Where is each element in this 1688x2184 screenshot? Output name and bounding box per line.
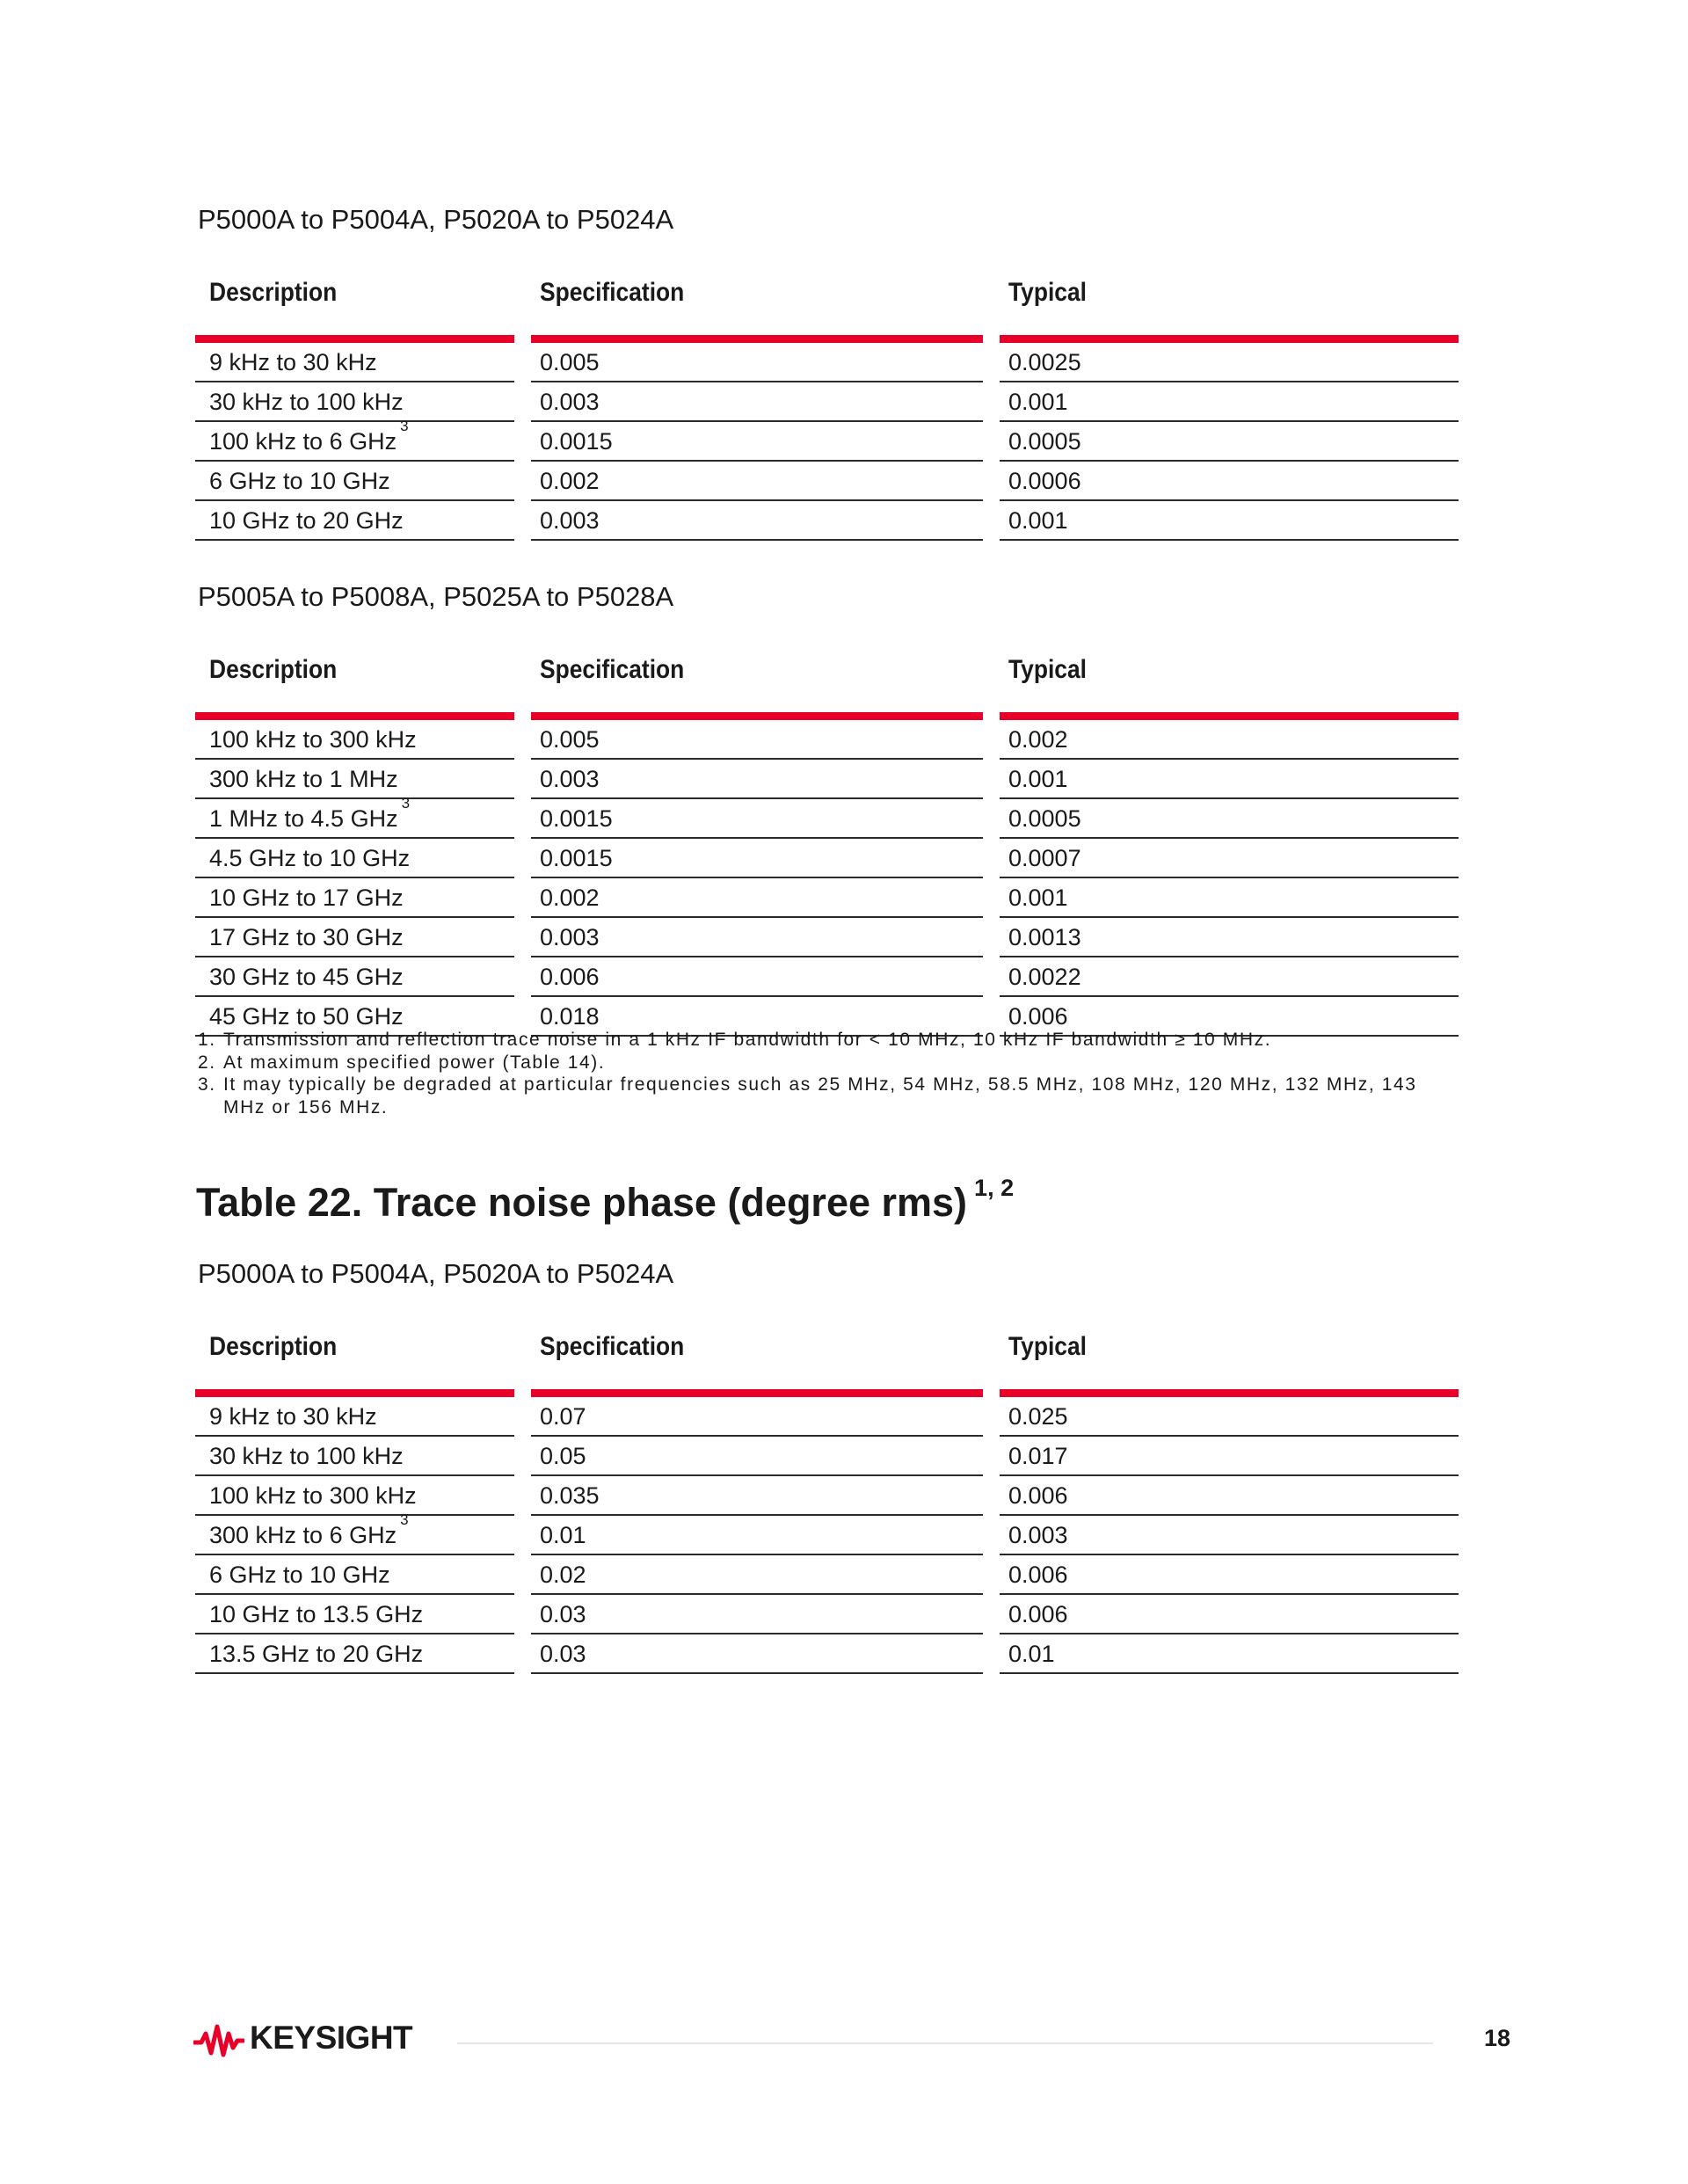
cell-description: 30 kHz to 100 kHz bbox=[195, 1437, 514, 1476]
table-row bbox=[195, 957, 1459, 997]
cell-typical: 0.01 bbox=[1000, 1634, 1459, 1674]
cell-description: 13.5 GHz to 20 GHz bbox=[195, 1634, 514, 1674]
cell-typical: 0.0022 bbox=[1000, 957, 1459, 997]
table-row bbox=[195, 1595, 1459, 1634]
cell-typical: 0.006 bbox=[1000, 1555, 1459, 1595]
cell-specification: 0.03 bbox=[531, 1634, 983, 1674]
footnote-2: 2. At maximum specified power (Table 14). bbox=[198, 1052, 606, 1073]
cell-specification: 0.003 bbox=[531, 918, 983, 957]
table-row bbox=[195, 760, 1459, 799]
table-row bbox=[195, 918, 1459, 957]
footnote-1: 1. Transmission and reflection trace noise in a 1 kHz IF bandwidth for < 10 MHz, 10 kHz IF bandwidth ≥ 10 MHz. bbox=[198, 1030, 1272, 1050]
section2-table bbox=[195, 639, 1459, 1037]
header-description: Description bbox=[195, 262, 514, 343]
brand-name: KEYSIGHT bbox=[250, 2020, 413, 2056]
section1-table bbox=[195, 262, 1459, 541]
cell-description: 10 GHz to 17 GHz bbox=[195, 878, 514, 918]
cell-specification: 0.01 bbox=[531, 1516, 983, 1555]
cell-typical: 0.0005 bbox=[1000, 799, 1459, 839]
cell-description: 30 GHz to 45 GHz bbox=[195, 957, 514, 997]
cell-description: 100 kHz to 300 kHz bbox=[195, 720, 514, 760]
cell-description: 100 kHz to 6 GHz$^3$ bbox=[195, 422, 514, 462]
cell-typical: 0.003 bbox=[1000, 1516, 1459, 1555]
cell-typical: 0.001 bbox=[1000, 760, 1459, 799]
table-row bbox=[195, 795, 1459, 839]
table-row bbox=[195, 382, 1459, 422]
header-specification: Specification bbox=[531, 262, 983, 343]
header-typical: Typical bbox=[1000, 262, 1459, 343]
title-footnote-refs: 1, 2 bbox=[974, 1175, 1015, 1201]
cell-specification: 0.002 bbox=[531, 462, 983, 501]
cell-description: 1 MHz to 4.5 GHz$^3$ bbox=[195, 799, 514, 839]
cell-typical: 0.0005 bbox=[1000, 422, 1459, 462]
cell-specification: 0.018 bbox=[531, 997, 983, 1037]
table-row bbox=[195, 878, 1459, 918]
footnote-ref: 3 bbox=[401, 795, 411, 812]
cell-specification: 0.0015 bbox=[531, 839, 983, 878]
cell-typical: 0.017 bbox=[1000, 1437, 1459, 1476]
table-row bbox=[195, 418, 1459, 462]
section2-subtitle: P5005A to P5008A, P5025A to P5028A bbox=[198, 581, 674, 612]
table-header bbox=[195, 639, 1459, 720]
table-row bbox=[195, 1555, 1459, 1595]
header-typical: Typical bbox=[1000, 1316, 1459, 1397]
cell-specification: 0.006 bbox=[531, 957, 983, 997]
cell-description: 6 GHz to 10 GHz bbox=[195, 462, 514, 501]
cell-description: 9 kHz to 30 kHz bbox=[195, 343, 514, 382]
cell-typical: 0.006 bbox=[1000, 1595, 1459, 1634]
cell-description: 9 kHz to 30 kHz bbox=[195, 1397, 514, 1437]
table-header bbox=[195, 1316, 1459, 1397]
table-row bbox=[195, 1634, 1459, 1674]
table22-table bbox=[195, 1316, 1459, 1674]
cell-description: 10 GHz to 20 GHz bbox=[195, 501, 514, 541]
footnote-ref: 3 bbox=[400, 1511, 409, 1528]
table-row bbox=[195, 1476, 1459, 1516]
table-row bbox=[195, 1437, 1459, 1476]
cell-specification: 0.03 bbox=[531, 1595, 983, 1634]
cell-typical: 0.025 bbox=[1000, 1397, 1459, 1437]
footnote-ref: 3 bbox=[400, 418, 409, 434]
cell-typical: 0.001 bbox=[1000, 878, 1459, 918]
cell-specification: 0.005 bbox=[531, 720, 983, 760]
table-header bbox=[195, 262, 1459, 343]
section1-subtitle: P5000A to P5004A, P5020A to P5024A bbox=[198, 204, 674, 235]
cell-specification: 0.0015 bbox=[531, 422, 983, 462]
cell-specification: 0.02 bbox=[531, 1555, 983, 1595]
header-description: Description bbox=[195, 1316, 514, 1397]
cell-specification: 0.05 bbox=[531, 1437, 983, 1476]
cell-description: 4.5 GHz to 10 GHz bbox=[195, 839, 514, 878]
cell-typical: 0.0007 bbox=[1000, 839, 1459, 878]
cell-specification: 0.003 bbox=[531, 501, 983, 541]
table-row bbox=[195, 501, 1459, 541]
table-row bbox=[195, 343, 1459, 382]
footnotes bbox=[198, 1029, 1464, 1118]
header-description: Description bbox=[195, 639, 514, 720]
footnote-3: 3. It may typically be degraded at particular frequencies such as 25 MHz, 54 MHz, 58.5 MHz, 108 MHz, 120 MHz, 132 MHz, 143 MHz or 156 MHz. bbox=[198, 1074, 1417, 1117]
cell-specification: 0.002 bbox=[531, 878, 983, 918]
cell-typical: 0.002 bbox=[1000, 720, 1459, 760]
cell-specification: 0.003 bbox=[531, 760, 983, 799]
cell-typical: 0.001 bbox=[1000, 501, 1459, 541]
header-specification: Specification bbox=[531, 639, 983, 720]
cell-description: 17 GHz to 30 GHz bbox=[195, 918, 514, 957]
cell-description: 300 kHz to 1 MHz bbox=[195, 760, 514, 799]
cell-specification: 0.07 bbox=[531, 1397, 983, 1437]
table-row bbox=[195, 839, 1459, 878]
table-body bbox=[195, 1397, 1459, 1674]
cell-description: 100 kHz to 300 kHz bbox=[195, 1476, 514, 1516]
table-row bbox=[195, 720, 1459, 760]
cell-description: 45 GHz to 50 GHz bbox=[195, 997, 514, 1037]
cell-typical: 0.0006 bbox=[1000, 462, 1459, 501]
cell-specification: 0.0015 bbox=[531, 799, 983, 839]
table-row bbox=[195, 462, 1459, 501]
cell-specification: 0.003 bbox=[531, 382, 983, 422]
table22-subtitle: P5000A to P5004A, P5020A to P5024A bbox=[198, 1258, 674, 1289]
cell-specification: 0.035 bbox=[531, 1476, 983, 1516]
cell-typical: 0.0025 bbox=[1000, 343, 1459, 382]
header-typical: Typical bbox=[1000, 639, 1459, 720]
keysight-wave-icon bbox=[193, 2023, 244, 2058]
cell-description: 6 GHz to 10 GHz bbox=[195, 1555, 514, 1595]
cell-description: 10 GHz to 13.5 GHz bbox=[195, 1595, 514, 1634]
cell-typical: 0.006 bbox=[1000, 997, 1459, 1037]
cell-typical: 0.001 bbox=[1000, 382, 1459, 422]
cell-typical: 0.006 bbox=[1000, 1476, 1459, 1516]
page-number: 18 bbox=[1484, 2025, 1511, 2051]
table-row bbox=[195, 1397, 1459, 1437]
cell-description: 300 kHz to 6 GHz$^3$ bbox=[195, 1516, 514, 1555]
header-specification: Specification bbox=[531, 1316, 983, 1397]
table-row bbox=[195, 1511, 1459, 1555]
table-22-title: Table 22. Trace noise phase (degree rms) $^{1, 2}$ bbox=[196, 1175, 1015, 1225]
table-body bbox=[195, 343, 1459, 541]
cell-description: 30 kHz to 100 kHz bbox=[195, 382, 514, 422]
cell-typical: 0.0013 bbox=[1000, 918, 1459, 957]
table-body bbox=[195, 720, 1459, 1037]
cell-specification: 0.005 bbox=[531, 343, 983, 382]
footer-divider bbox=[457, 2042, 1433, 2044]
